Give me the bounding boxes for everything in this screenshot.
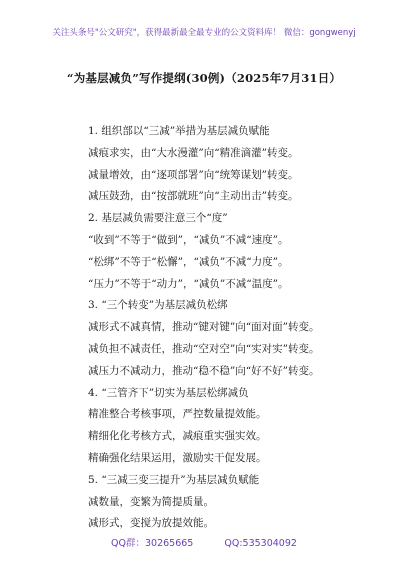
body-line: “收到”不等于“做到”，“减负”不减“速度”。	[88, 233, 289, 246]
section-5	[88, 470, 388, 535]
body-line: 减负担不减责任，推动“空对空”向“实对实”转变。	[88, 342, 320, 355]
body-line: 减压鼓劲，由“按部就班”向“主动出击”转变。	[88, 190, 299, 203]
body-line: 精确强化结果运用，激励实干促发展。	[88, 451, 267, 464]
body-line: 精准整合考核事项，严控数量提效能。	[88, 408, 267, 421]
document-body	[88, 121, 388, 535]
section-3	[88, 295, 388, 382]
body-line: “松绑”不等于“松懈”，“减负”不减“力度”。	[88, 255, 289, 268]
footer	[0, 535, 408, 549]
body-line: 减形式不减真情，推动“键对键”向“面对面”转变。	[88, 321, 320, 334]
section-heading: 2. 基层减负需要注意三个“度”	[88, 212, 228, 225]
section-heading: 4. “三管齐下”切实为基层松绑减负	[88, 386, 249, 399]
section-heading: 1. 组织部以“三减”举措为基层减负赋能	[88, 125, 270, 137]
body-line: 减量增效，由“逐项部署”向“统筹谋划”转变。	[88, 168, 299, 181]
header-banner: 关注头条号"公文研究"，获得最新最全最专业的公文资料库！ 微信：gongwenyj	[52, 28, 356, 38]
section-heading: 3. “三个转变”为基层减负松绑	[88, 299, 228, 312]
section-4	[88, 383, 388, 470]
body-line: 精细化化考核方式，减痕重实强实效。	[88, 430, 267, 443]
qq-group-number: QQ群：30265665	[111, 538, 194, 549]
body-line: “压力”不等于“动力”，“减负”不减“温度”。	[88, 277, 289, 290]
section-2	[88, 208, 388, 295]
body-line: 减数量，变繁为简提质量。	[88, 495, 214, 508]
section-1	[88, 121, 388, 208]
body-line: 减痕求实，由“大水漫灌”向“精准滴灌”转变。	[88, 146, 299, 159]
document-title: “为基层减负”写作提纲(30例)（2025年7月31日）	[66, 71, 342, 85]
qq-contact-number: QQ:535304092	[224, 538, 297, 549]
section-heading: 5. “三减三变三提升”为基层减负赋能	[88, 473, 260, 486]
body-line: 减形式，变搅为放提效能。	[88, 517, 214, 530]
body-line: 减压力不减动力，推动“稳不稳”向“好不好”转变。	[88, 364, 320, 377]
